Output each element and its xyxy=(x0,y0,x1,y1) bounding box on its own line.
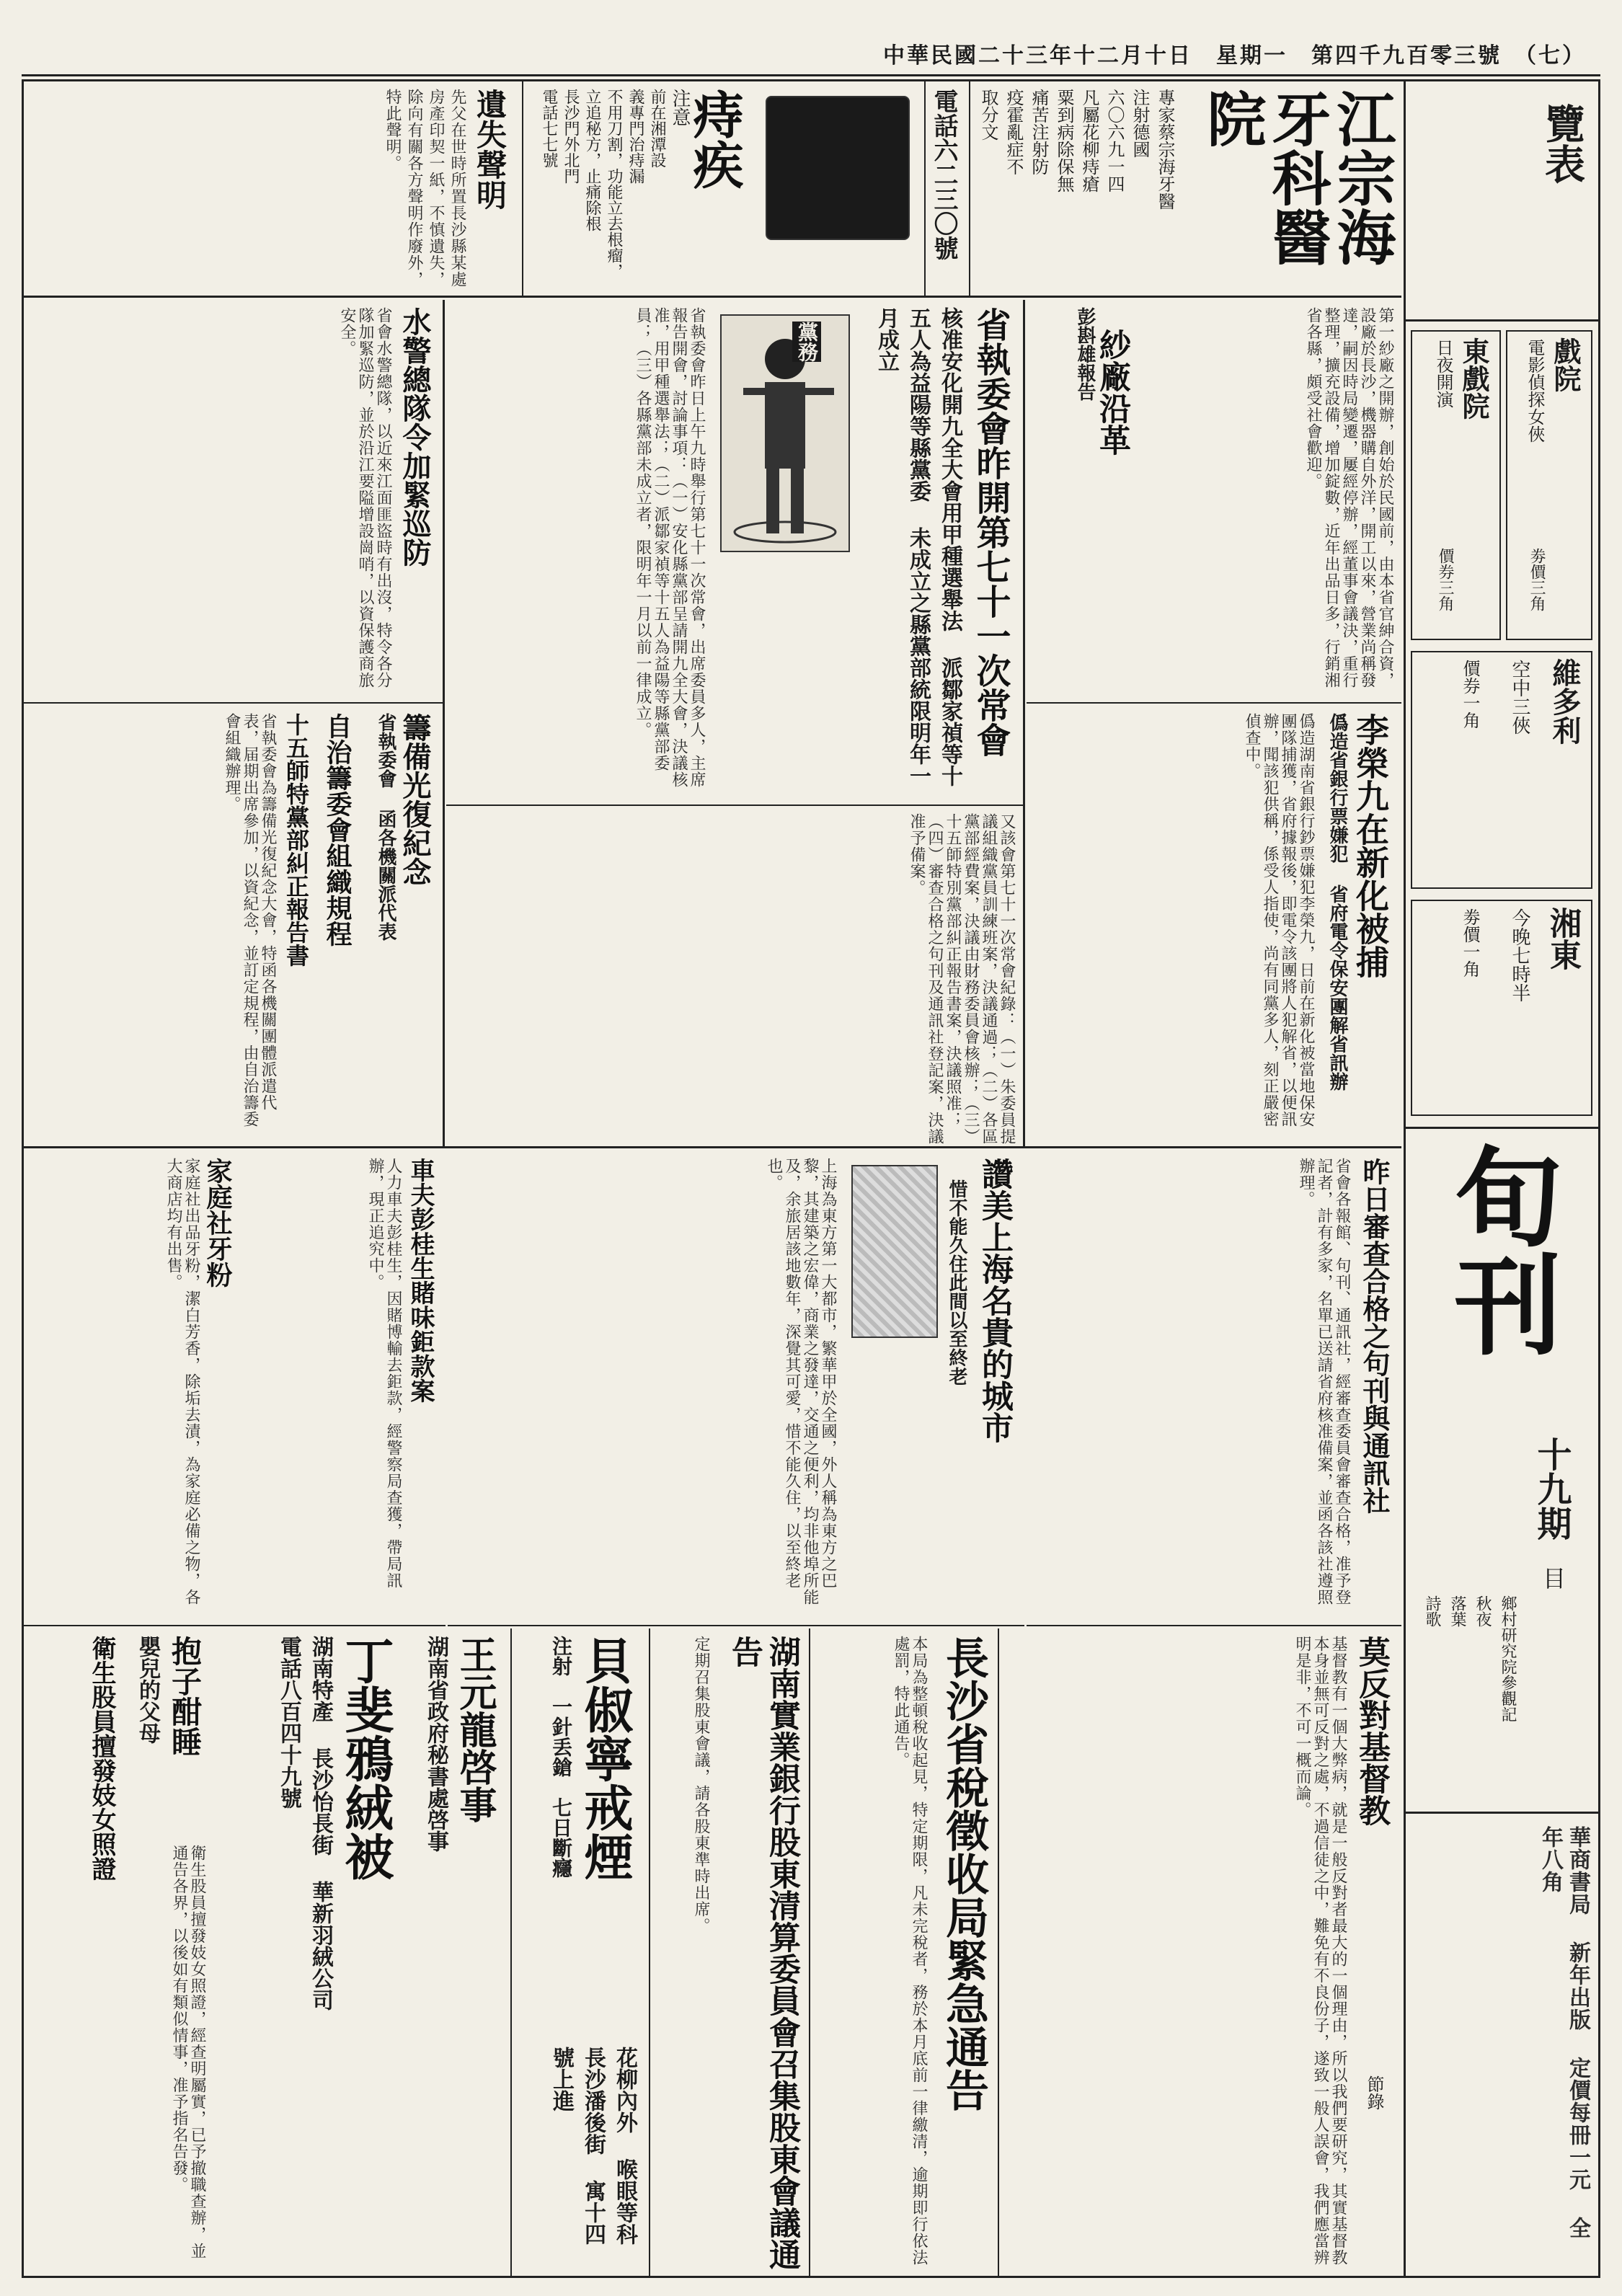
dental-line-7: 疫霍亂症不 xyxy=(1003,89,1024,175)
baby-title: 抱子酣睡 xyxy=(167,1636,203,1757)
li-body: 僞造湖南省銀行鈔票嫌犯李榮九，日前在新化被當地保安團隊捕獲，省府據報後，即電令該團將人犯解省，以便訊辦，聞該犯供稱，係受人指使，尚有同黨多人，刻正嚴密偵查中。 xyxy=(1243,713,1315,1127)
dental-line-3: 六〇六九一四 xyxy=(1104,89,1125,192)
clinic-line-7: 電話七七號 xyxy=(540,89,558,168)
xunkan-sub: 目 xyxy=(1539,1566,1566,1590)
medic-title: 貝俶寧戒煙 xyxy=(576,1636,634,1881)
clinic-line-2: 前在湘潭設 xyxy=(648,89,666,168)
right-column xyxy=(1404,81,1598,2276)
ding-title: 丁斐鴉絨被 xyxy=(337,1636,394,1881)
newspaper-page xyxy=(22,79,1600,2278)
exam-article xyxy=(1027,1151,1401,1626)
dental-line-1: 專家蔡宗海牙醫 xyxy=(1155,89,1175,210)
clinic-logo-icon xyxy=(766,96,910,240)
shop-ad-text: 華商書局 新年出版 定價每冊一元 全年八角 xyxy=(1538,1826,1590,2239)
water-title: 水警總隊令加緊巡防 xyxy=(398,307,432,567)
lost-text: 先父在世時所置長沙縣某處房產印契一紙，不慎遺失，除向有關各方聲明作廢外，特此聲明。 xyxy=(384,89,466,288)
xunkan-items: 鄉村研究院參觀記 秋夜 落葉 詩歌 xyxy=(1423,1595,1517,1722)
family-title: 家庭社牙粉 xyxy=(203,1158,233,1287)
misc-article xyxy=(22,1151,446,1626)
xunkan-issue: 十九期 xyxy=(1531,1437,1572,1541)
memorial-article xyxy=(22,706,443,1148)
bank-ad xyxy=(649,1628,807,2276)
tax-body: 本局為整頓稅收起見，特定期限，凡未完稅者，務於本月底前一律繳清，逾期即行依法處罰，特此通告。 xyxy=(892,1636,928,2266)
news-section-top xyxy=(22,300,1401,1148)
news-section-bottom xyxy=(22,1151,1401,2276)
baby-sub: 嬰兒的父母 xyxy=(135,1636,160,1744)
yarn-sub: 彭斟雄報告 xyxy=(1074,307,1096,401)
memorial-body: 省執委會為籌備光復紀念大會，特函各機關團體派遣代表，届期出席參加，以資紀念，並訂定規程，由自治籌委會組織辦理。 xyxy=(223,713,277,1127)
clinic-line-3: 義專門治痔漏 xyxy=(626,89,644,184)
top-ads-row xyxy=(22,81,1401,298)
clinic-line-6: 長沙門外北門 xyxy=(562,89,580,184)
party-affairs-figure-icon xyxy=(720,314,850,552)
sister-article xyxy=(998,1628,1401,2276)
theater-4: 湘東 今晚七時半 劵價一角 xyxy=(1411,900,1592,1116)
exam-title: 昨日審查合格之句刊與通訊社 xyxy=(1358,1158,1391,1514)
wang-ad xyxy=(22,1628,509,2276)
clinic-line-5: 立追秘方，止痛除根 xyxy=(583,89,601,231)
ding-sub: 湖南特產 長沙怡長街 華新羽絨公司 電話八百四十九號 xyxy=(276,1636,333,2011)
medic-extra: 花柳內外 喉眼等科 長沙潘後街 寓十四號上進 xyxy=(549,2047,637,2245)
small-news-illustration-icon xyxy=(851,1165,938,1338)
theater-1: 戲院 電影偵探女俠 劵價三角 xyxy=(1506,330,1592,640)
friend-title: 讚美上海名貴的城市 xyxy=(976,1158,1013,1443)
dental-line-4: 凡屬花柳痔瘡 xyxy=(1079,89,1099,192)
story-title: 車夫彭桂生賭味鉅款案 xyxy=(406,1158,435,1403)
yarn-body: 第一紗廠之開辦，創始於民國前，由本省官紳合資，設廠於長沙，機器購自外洋，開工以來，營業尚稱發達，嗣因時局變遷，屢經停辦，經董事會議決，重行整理，擴充設備，增加錠數，近年出品日多，行銷湘省各縣，頗受社會歡迎。 xyxy=(1304,307,1394,688)
sister-sub: 節錄 xyxy=(1364,2075,1384,2110)
dental-ad xyxy=(969,81,1401,298)
yarn-title: 紗廠沿革 xyxy=(1094,329,1130,456)
committee-body-lower: 又該會第七十一次常會紀錄：（一）朱委員提議組織黨員訓練班案，決議通過；（二）各區黨部經費案，決議由財務委員會核辦；（三）十五師特別黨部糾正報告書案，決議照准；（四）審查合格之句刊及通訊社登記案，決議准予備案。 xyxy=(446,805,1023,1148)
committee-body: 省執委會昨日上午九時舉行第七十一次常會，出席委員多人，主席報告開會，討論事項：（一）安化縣黨部呈請開九全大會，決議核准，用甲種選舉法；（二）派鄒家禎等十五人為益陽等縣黨部委員；（三）各縣黨部未成立者，限明年一月以前一律成立。 xyxy=(634,307,706,788)
friend-article xyxy=(448,1151,1024,1626)
dental-title: 江宗海牙科醫院 xyxy=(1197,89,1396,266)
sister-title: 莫反對基督教 xyxy=(1353,1636,1390,1826)
committee-article xyxy=(446,300,1023,805)
dental-line-6: 痛苦注射防 xyxy=(1029,89,1049,175)
tax-title: 長沙省稅徵收局緊急通告 xyxy=(939,1636,989,2111)
family-body: 家庭社出品牙粉，潔白芳香，除垢去漬，為家庭必備之物，各大商店均有出售。 xyxy=(164,1158,200,1605)
li-title: 李榮九在新化被捕 xyxy=(1351,713,1390,978)
friend-body: 上海為東方第一大都市，繁華甲於全國，外人稱為東方之巴黎，其建築之宏偉，商業之發達，交通之便利，均非他埠所能及，余旅居該地數年，深覺其可愛，惜不能久住，以至終老也。 xyxy=(765,1158,837,1605)
li-sub: 僞造省銀行票嫌犯 省府電令保安團解省訊辦 xyxy=(1326,713,1348,1091)
water-article xyxy=(22,300,443,704)
masthead-line: 中華民國二十三年十二月十日 星期一 第四千九百零三號 （七） xyxy=(883,43,1586,68)
committee-sub: 核准安化開九全大會用甲種選舉法 派鄒家禎等十五人為益陽等縣黨委 未成立之縣黨部統限明年一月成立 xyxy=(874,307,962,786)
masthead-bar xyxy=(22,29,1600,76)
friend-sub: 惜不能久住此間以至終老 xyxy=(946,1179,967,1386)
clinic-line-1: 注意 xyxy=(669,89,691,126)
water-body: 省會水警總隊，以近來江面匪盜時有出沒，特令各分隊加緊巡防，並於沿江要隘增設崗哨，以資保護商旅安全。 xyxy=(338,307,392,688)
memorial-title: 籌備光復紀念 xyxy=(398,713,432,886)
dental-line-2: 注射德國 xyxy=(1130,89,1150,158)
theater-2: 東戲院 日夜開演 價券三角 xyxy=(1411,330,1501,640)
dental-line-5: 粟到病除保無 xyxy=(1054,89,1074,192)
memorial-sub: 省執委會 函各機關派代表 xyxy=(375,713,396,941)
lost-title: 遺失聲明 xyxy=(472,89,508,210)
listings-title: 覽表 xyxy=(1538,103,1586,184)
wang-sub: 湖南省政府秘書處啓事 xyxy=(423,1636,448,1852)
yarn-article xyxy=(1027,300,1401,704)
clinic-line-4: 不用刀割，功能立去根瘤， xyxy=(605,89,623,279)
health-title: 衛生股員擅發妓女照證 xyxy=(87,1636,116,1881)
bank-body: 定期召集股東會議，請各股東準時出席。 xyxy=(692,1636,710,1934)
clinic-ad xyxy=(522,81,926,298)
xunkan-title: 旬刊 xyxy=(1435,1141,1562,1357)
theater-3: 維多利 空中三俠 價券一角 xyxy=(1411,651,1592,889)
li-article xyxy=(1027,706,1401,1148)
wang-body: 衛生股員擅發妓女照證，經查明屬實，已予撤職查辦，並通告各界，以後如有類似情事，准予指名告發。 xyxy=(170,1845,206,2259)
fifteen-title: 十五師特黨部糾正報告書 xyxy=(283,713,310,967)
medic-ad xyxy=(510,1628,647,2276)
committee-label: 黨務 xyxy=(792,322,821,362)
wang-title: 王元龍啓事 xyxy=(453,1636,497,1823)
misc-body: 人力車夫彭桂生，因賭博輸去鉅款，經警察局查獲，帶局訊辦，現正追究中。 xyxy=(366,1158,402,1589)
sister-body: 基督教有一個大弊病，就是一般反對者最大的一個理由，所以我們要研究，其實基督教本身並無可反對之處，不過信徒之中，難免有不良份子，遂致一般人誤會，我們應當辨明是非，不可一概而論。 xyxy=(1293,1636,1347,2266)
tax-ad xyxy=(809,1628,996,2276)
exam-body: 省會各報館、句刊、通訊社，經審查委員會審查合格，准予登記者，計有多家，名單已送請省府核准備案，並函各該社遵照辦理。 xyxy=(1297,1158,1351,1605)
party-figure-svg xyxy=(722,316,848,551)
lost-notice xyxy=(22,81,518,298)
dental-phone: 電話六二三〇號 xyxy=(929,89,958,260)
bank-title: 湖南實業銀行股東清算委員會召集股東會議通告 xyxy=(726,1636,800,2270)
clinic-title: 痔疾 xyxy=(685,89,745,190)
plan-title: 自治籌委會組織規程 xyxy=(322,713,353,947)
dental-line-8: 取分文 xyxy=(978,89,998,141)
committee-title: 省執委會昨開第七十一次常會 xyxy=(970,307,1011,757)
medic-sub: 注射 一針丢鎗 七日斷癮 xyxy=(549,1636,573,1878)
